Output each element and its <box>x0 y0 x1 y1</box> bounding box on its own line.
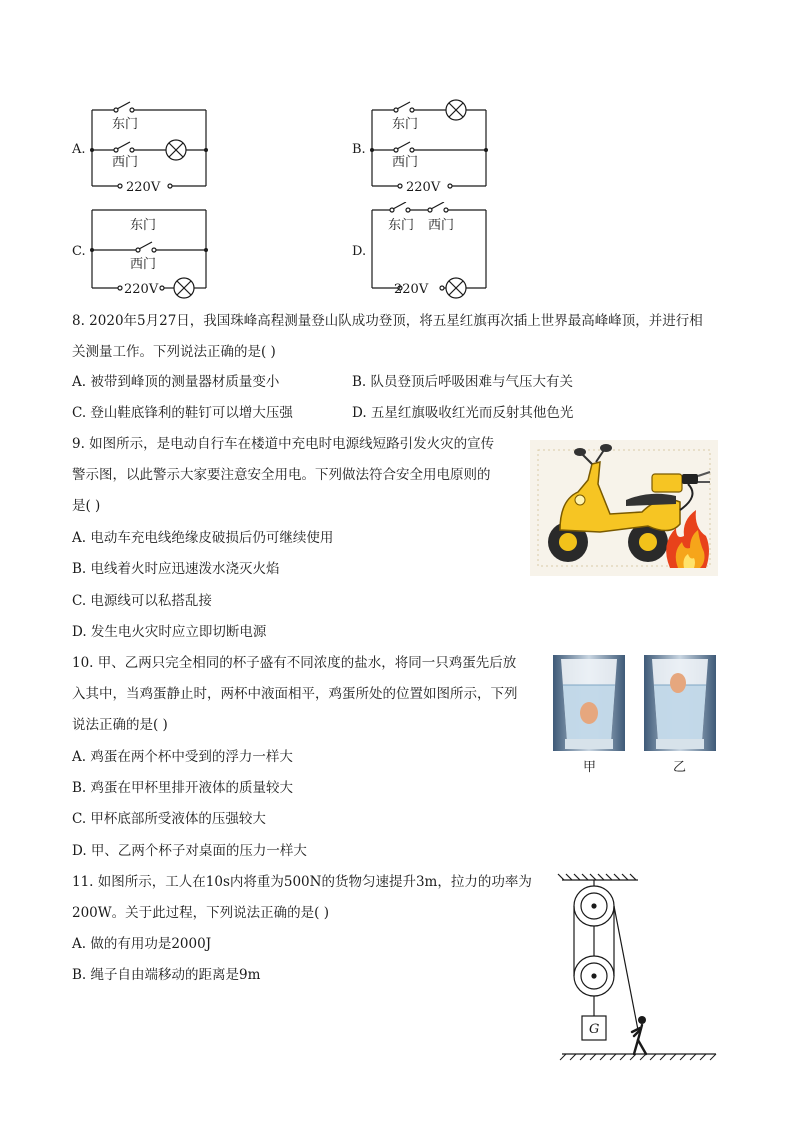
question-8-option-c: C. 登山鞋底锋利的鞋钉可以增大压强 <box>72 405 293 421</box>
option-letter-b: B. <box>352 142 366 157</box>
question-9-stem-line3: 是( ) <box>72 498 101 514</box>
question-10-option-a: A. 鸡蛋在两个杯中受到的浮力一样大 <box>72 749 293 765</box>
cup-jia-label: 甲 <box>583 760 597 775</box>
cup-jia-illustration <box>553 655 625 751</box>
option-letter-d: D. <box>352 244 367 259</box>
cup-yi-illustration <box>644 655 716 751</box>
question-8-option-d: D. 五星红旗吸收红光而反射其他色光 <box>352 405 574 421</box>
east-gate-label: 东门 <box>112 117 139 132</box>
question-11-stem-line2: 200W。关于此过程，下列说法正确的是( ) <box>72 905 329 921</box>
circuit-diagram-b <box>366 98 496 196</box>
circuit-diagram-d <box>366 202 496 302</box>
voltage-label: 220V <box>124 282 159 297</box>
option-letter-c: C. <box>72 244 86 259</box>
question-11-stem-line1: 11. 如图所示，工人在10s内将重为500N的货物匀速提升3m，拉力的功率为 <box>72 874 532 890</box>
question-10-option-b: B. 鸡蛋在甲杯里排开液体的质量较大 <box>72 780 294 796</box>
west-gate-label: 西门 <box>428 218 455 233</box>
question-10-option-d: D. 甲、乙两个杯子对桌面的压力一样大 <box>72 843 307 859</box>
question-8-stem-line1: 8. 2020年5月27日，我国珠峰高程测量登山队成功登顶，将五星红旗再次插上世界最高峰峰顶，并进行相 <box>72 313 703 329</box>
circuit-diagram-a <box>86 98 216 196</box>
east-gate-label: 东门 <box>388 218 415 233</box>
cup-yi-label: 乙 <box>673 760 687 775</box>
question-10-stem-line2: 入其中，当鸡蛋静止时，两杯中液面相平，鸡蛋所处的位置如图所示，下列 <box>72 686 518 702</box>
west-gate-label: 西门 <box>392 155 419 170</box>
question-9-stem-line1: 9. 如图所示，是电动自行车在楼道中充电时电源线短路引发火灾的宣传 <box>72 436 495 452</box>
question-11-option-a: A. 做的有用功是2000J <box>72 936 212 952</box>
voltage-label: 220V <box>406 180 441 195</box>
question-9-stem-line2: 警示图，以此警示大家要注意安全用电。下列做法符合安全用电原则的 <box>72 467 491 483</box>
question-11-option-b: B. 绳子自由端移动的距离是9m <box>72 967 261 983</box>
circuit-diagram-c <box>86 202 216 302</box>
east-gate-label: 东门 <box>130 218 157 233</box>
question-9-option-a: A. 电动车充电线绝缘皮破损后仍可继续使用 <box>72 530 334 546</box>
voltage-label: 220V <box>126 180 161 195</box>
west-gate-label: 西门 <box>130 257 157 272</box>
weight-label: G <box>589 1022 600 1037</box>
question-8-stem-line2: 关测量工作。下列说法正确的是( ) <box>72 344 276 360</box>
east-gate-label: 东门 <box>392 117 419 132</box>
ebike-fire-illustration <box>530 440 718 576</box>
question-9-option-b: B. 电线着火时应迅速泼水浇灭火焰 <box>72 561 280 577</box>
question-8-option-b: B. 队员登顶后呼吸困难与气压大有关 <box>352 374 574 390</box>
question-10-option-c: C. 甲杯底部所受液体的压强较大 <box>72 811 266 827</box>
question-10-stem-line3: 说法正确的是( ) <box>72 717 168 733</box>
west-gate-label: 西门 <box>112 155 139 170</box>
pulley-system-illustration <box>556 870 722 1062</box>
question-9-option-d: D. 发生电火灾时应立即切断电源 <box>72 624 267 640</box>
option-letter-a: A. <box>72 142 86 157</box>
voltage-label: 220V <box>394 282 429 297</box>
question-9-option-c: C. 电源线可以私搭乱接 <box>72 593 212 609</box>
question-8-option-a: A. 被带到峰顶的测量器材质量变小 <box>72 374 280 390</box>
question-10-stem-line1: 10. 甲、乙两只完全相同的杯子盛有不同浓度的盐水，将同一只鸡蛋先后放 <box>72 655 517 671</box>
